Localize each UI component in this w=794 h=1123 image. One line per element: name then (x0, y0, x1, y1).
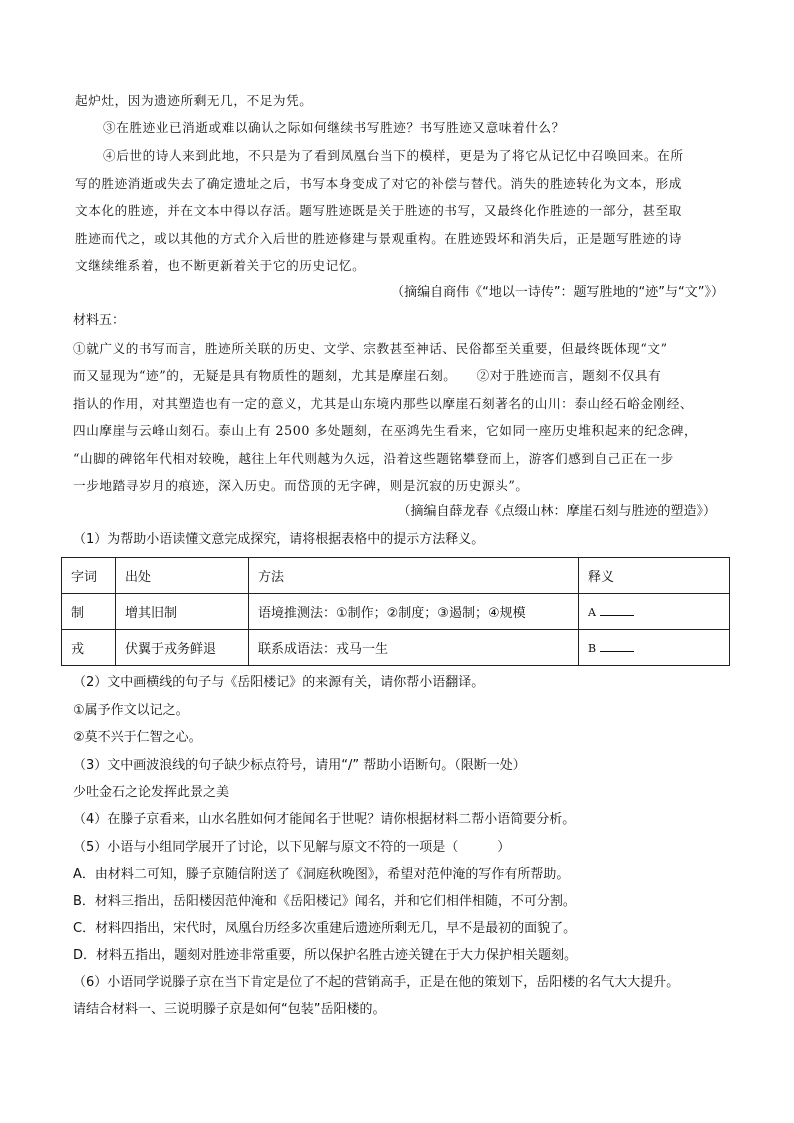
q6-line-2: 请结合材料一、三说明滕子京是如何“包装”岳阳楼的。 (73, 1002, 386, 1017)
m4-line-5: 文本化的胜迹，并在文本中得以存活。题写胜迹既是关于胜迹的书写，又最终化作胜迹的一部分，甚至取 (75, 203, 682, 218)
m5-line-6: 一步地踏寻岁月的痕迹，深入历史。而岱顶的无字碑，则是沉寂的历史源头”。 (73, 478, 529, 493)
m5-line-5: “山脚的碑铭年代相对较晚，越往上年代则越为久远，沿着这些题铭攀登而上，游客们感到自己正在一步 (73, 451, 674, 466)
m5-line-1: ①就广义的书写而言，胜迹所关联的历史、文学、宗教甚至神话、民俗都至关重要，但最终既体现“文” (73, 341, 668, 356)
answer-blank-a[interactable] (600, 603, 634, 616)
q3-text: （3）文中画波浪线的句子缺少标点符号，请用“/” 帮助小语断句。（限断一处） (73, 758, 526, 773)
table-cell: 伏翼于戎务鲜退 (116, 630, 249, 666)
q4-text: （4）在滕子京看来，山水名胜如何才能闻名于世呢？请你根据材料二帮小语简要分析。 (73, 812, 576, 827)
m5-source: （摘编自薛龙春《点缀山林：摩崖石刻与胜迹的塑造》） (397, 504, 716, 519)
m4-line-1: 起炉灶，因为遗迹所剩无几，不足为凭。 (75, 93, 313, 108)
m5-heading: 材料五： (73, 313, 126, 328)
table-header-cell: 字词 (62, 558, 116, 594)
table-header-cell: 方法 (249, 558, 579, 594)
q2-text: （2）文中画横线的句子与《岳阳楼记》的来源有关，请你帮小语翻译。 (73, 675, 485, 690)
m4-line-4: 写的胜迹消逝或失去了确定遗址之后，书写本身变成了对它的补偿与替代。消失的胜迹转化为文本，形成 (75, 176, 682, 191)
q3-sentence: 少吐金石之论发挥此景之美 (73, 785, 230, 800)
table-cell: 联系成语法：戎马一生 (249, 630, 579, 666)
table-cell: 增其旧制 (116, 594, 249, 630)
q6-line-1: （6）小语同学说滕子京在当下肯定是位了不起的营销高手，正是在他的策划下，岳阳楼的名气大大提升。 (73, 975, 680, 990)
table-cell: 戎 (62, 630, 116, 666)
m5-line-3: 指认的作用，对其塑造也有一定的意义，尤其是山东境内那些以摩崖石刻著名的山川：泰山经石峪金刚经、 (73, 396, 694, 411)
q5-option-c[interactable]: C．材料四指出，宋代时，凤凰台历经多次重建后遗迹所剩无几，早不是最初的面貌了。 (73, 921, 577, 936)
m5-line-2: 而又显现为“迹”的，无疑是具有物质性的题刻，尤其是摩崖石刻。 ②对于胜迹而言，题刻不仅具有 (73, 368, 662, 383)
answer-cell-a[interactable] (579, 594, 730, 630)
answer-label-b: B (588, 642, 597, 655)
table-row (62, 594, 730, 630)
q5-option-b[interactable]: B．材料三指出，岳阳楼因范仲淹和《岳阳楼记》闻名，并和它们相伴相随，不可分割。 (73, 894, 576, 909)
table-cell: 制 (62, 594, 116, 630)
table-header-row (62, 558, 730, 594)
answer-label-a: A (588, 606, 596, 619)
q5-text: （5）小语与小组同学展开了讨论，以下见解与原文不符的一项是（ ） (73, 840, 511, 855)
table-cell: 语境推测法：①制作；②制度；③遏制；④规模 (249, 594, 579, 630)
m4-source: （摘编自商伟《“地以一诗传”：题写胜地的“迹”与“文”》） (391, 285, 724, 300)
answer-blank-b[interactable] (600, 639, 634, 652)
q5-option-d[interactable]: D．材料五指出，题刻对胜迹非常重要，所以保护名胜古迹关键在于大力保护相关题刻。 (73, 948, 578, 963)
table-row (62, 630, 730, 666)
m4-line-3: ④后世的诗人来到此地，不只是为了看到凤凰台当下的模样，更是为了将它从记忆中召唤回来。在所 (103, 148, 684, 163)
table-header-cell: 出处 (116, 558, 249, 594)
table-header-cell: 释义 (579, 558, 730, 594)
q1-text: （1）为帮助小语读懂文意完成探究，请将根据表格中的提示方法释义。 (73, 532, 485, 547)
m4-line-7: 文继续维系着，也不断更新着关于它的历史记忆。 (75, 258, 366, 273)
q2-sentence-2: ②莫不兴于仁智之心。 (73, 730, 202, 745)
q5-option-a[interactable]: A．由材料二可知，滕子京随信附送了《洞庭秋晚图》，希望对范仲淹的写作有所帮助。 (73, 867, 570, 882)
annotation-table (61, 557, 730, 666)
m5-line-4: 四山摩崖与云峰山刻石。泰山上有 2500 多处题刻，在巫鸿先生看来，它如同一座历史堆积起来的纪念碑， (73, 423, 698, 438)
m4-line-6: 胜迹而代之，或以其他的方式介入后世的胜迹修建与景观重构。在胜迹毁坏和消失后，正是题写胜迹的诗 (75, 231, 682, 246)
m4-line-2: ③在胜迹业已消逝或难以确认之际如何继续书写胜迹？书写胜迹又意味着什么？ (103, 120, 565, 135)
answer-cell-b[interactable] (579, 630, 730, 666)
q2-sentence-1: ①属予作文以记之。 (73, 703, 189, 718)
